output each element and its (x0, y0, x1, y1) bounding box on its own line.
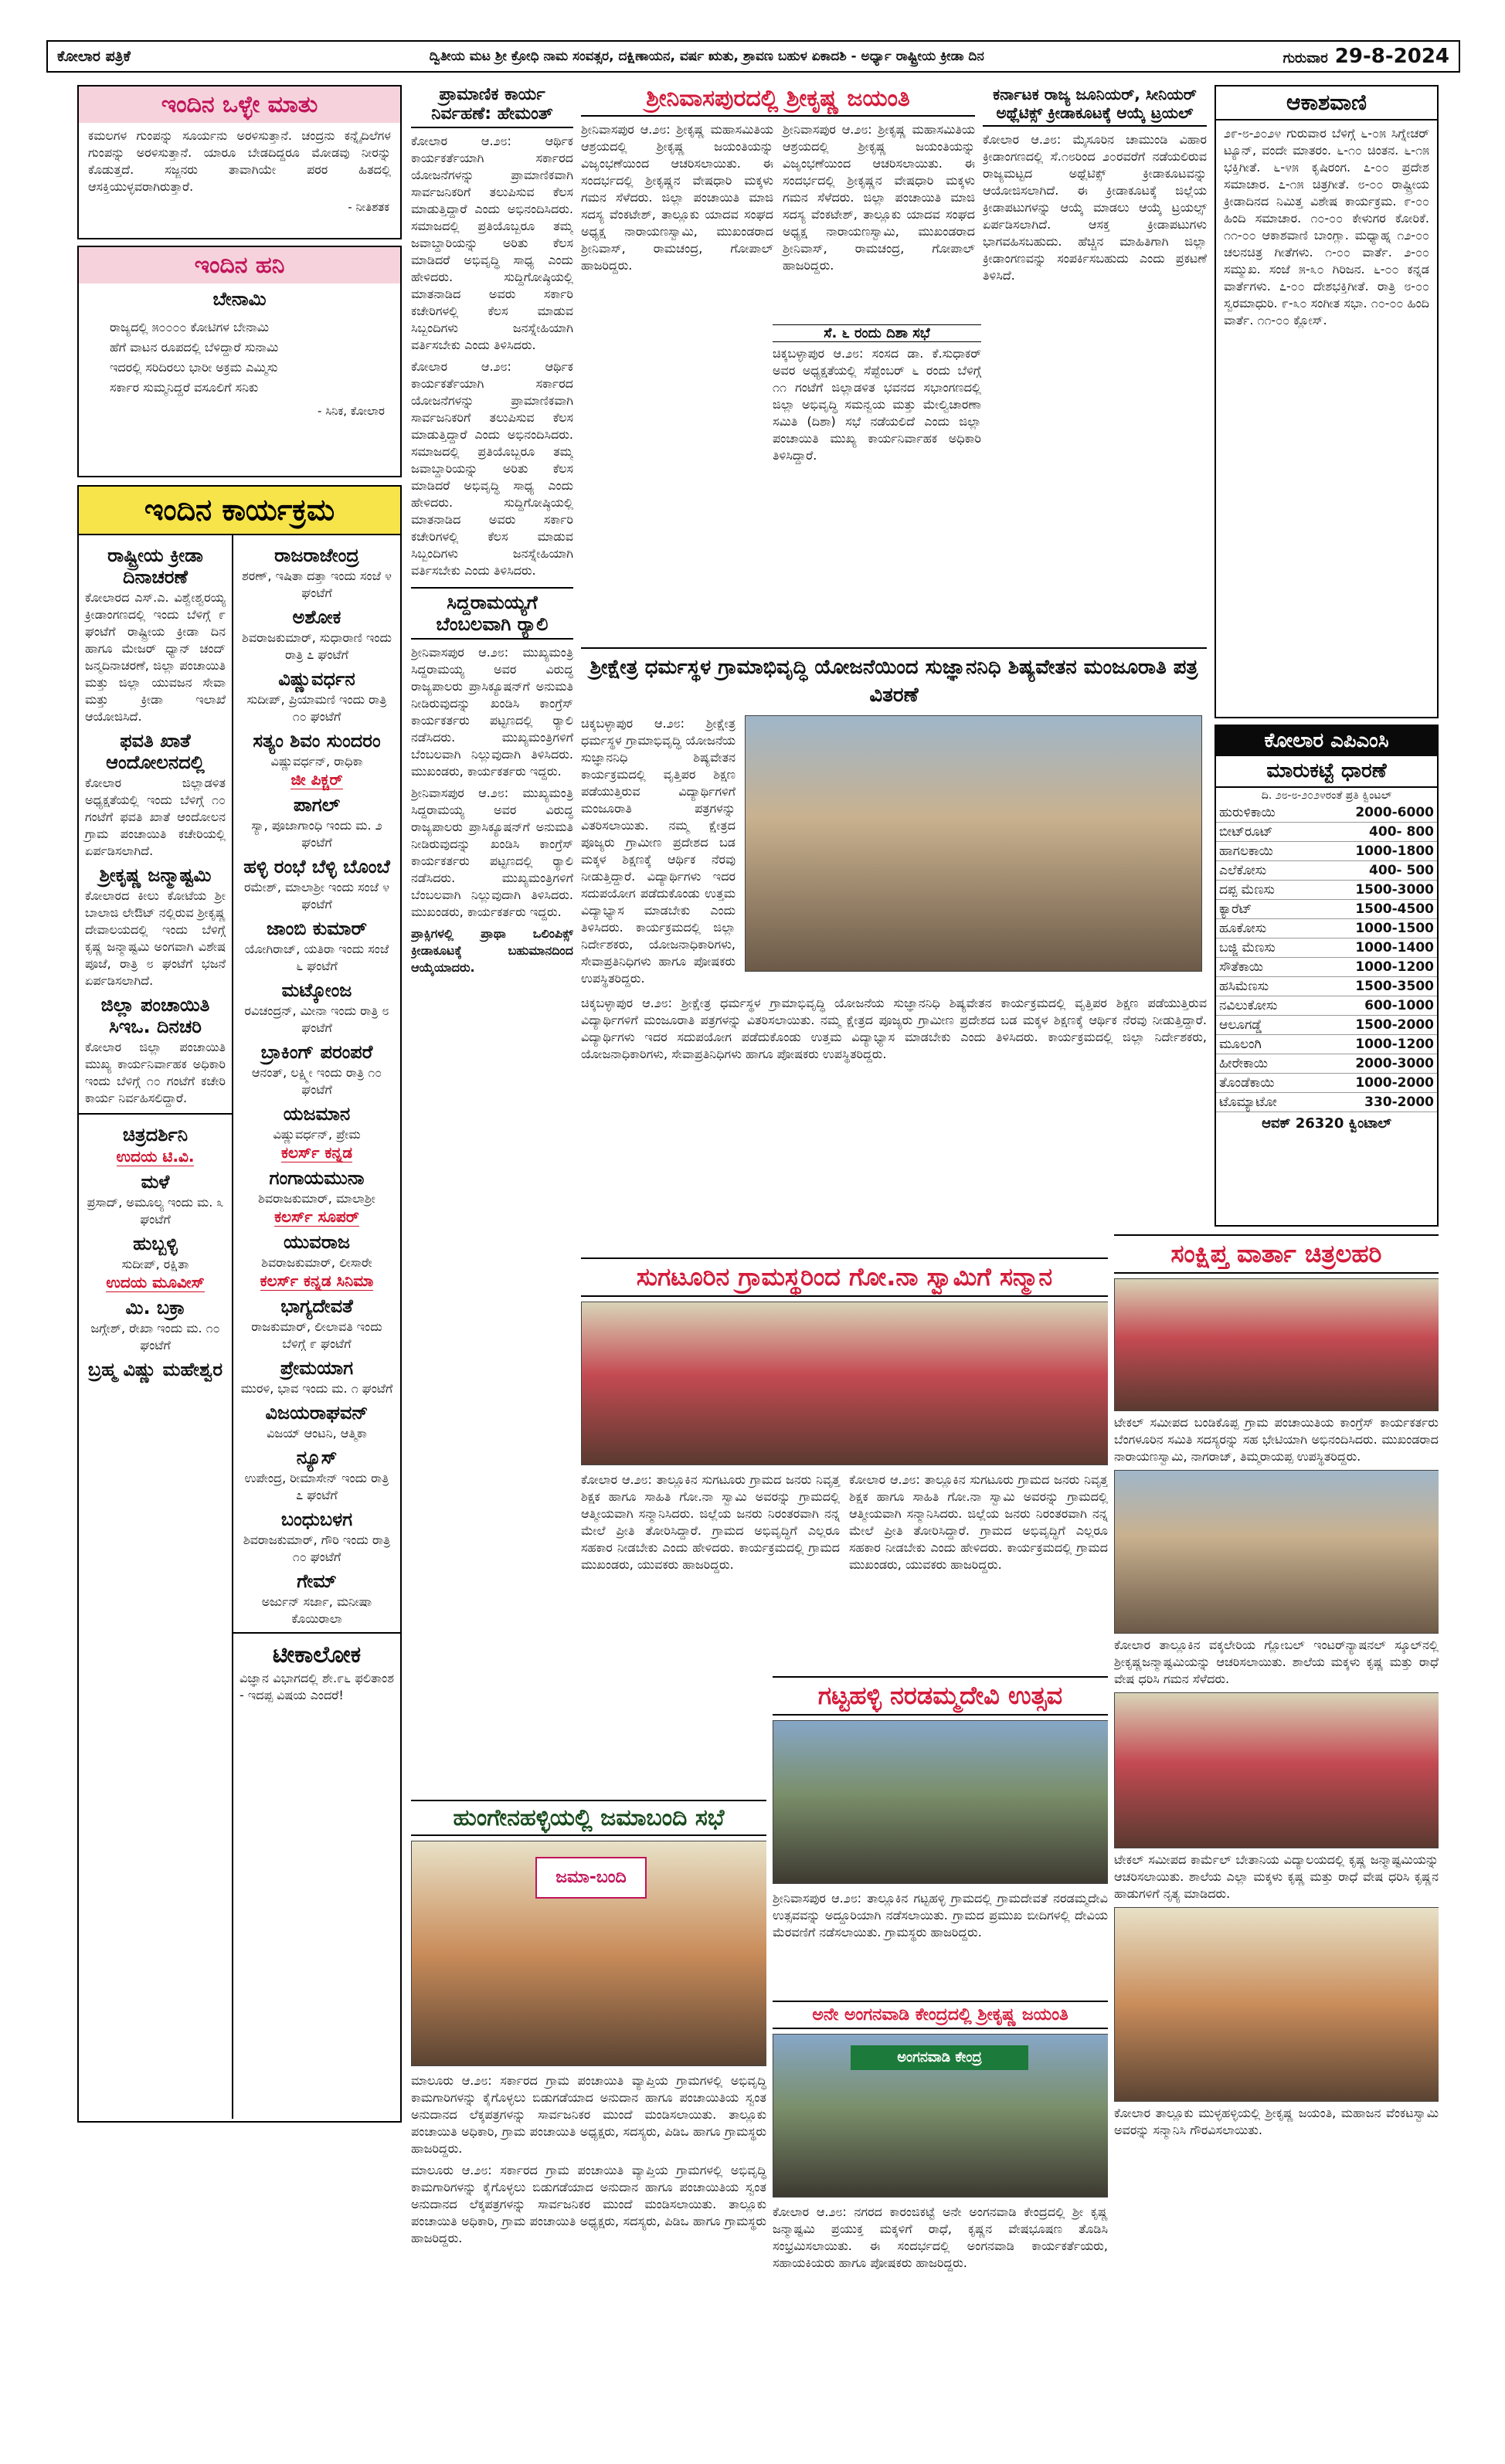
article-note: ಪ್ರಾಕ್ಸಿಗಳಲ್ಲಿ ಪ್ರಾಥಾ ಒಲಿಂಪಿಕ್ಸ್ ಕ್ರೀಡಾಕೂಟಕ್ಕೆ ಬಹುಮಾನದಿಂದ ಆಯ್ಕೆಯಾದರು. (411, 926, 573, 975)
article-body: ಶ್ರೀನಿವಾಸಪುರ ಆ.೨೮: ತಾಲ್ಲೂಕಿನ ಗಟ್ಟಹಳ್ಳಿ ಗ್ರಾಮದಲ್ಲಿ ಗ್ರಾಮದೇವತೆ ನರಡಮ್ಮದೇವಿ ಉತ್ಸವವನ್ನು ಅದ್ದೂರಿಯಾಗಿ ನಡೆಸಲಾಯಿತು. ಗ್ರಾಮದ ಪ್ರಮುಖ ಬೀದಿಗಳಲ್ಲಿ ದೇವಿಯ ಮೆರವಣಿಗೆ ನಡೆಸಲಾಯಿತು. ಗ್ರಾಮಸ್ಥರು ಹಾಜರಿದ್ದರು. (773, 1891, 1108, 1940)
commodity-name: ಹೀರೇಕಾಯಿ (1216, 1054, 1311, 1074)
tv-show-info: ಉಪೇಂದ್ರ, ರೀಮಾಸೇನ್ ಇಂದು ರಾತ್ರಿ ೭ ಘಂಟೆಗೆ (244, 1471, 389, 1502)
article-body: ಶ್ರೀನಿವಾಸಪುರ ಆ.೨೮: ಮುಖ್ಯಮಂತ್ರಿ ಸಿದ್ದರಾಮಯ್ಯ ಅವರ ವಿರುದ್ಧ ರಾಜ್ಯಪಾಲರು ಪ್ರಾಸಿಕ್ಯೂಷನ್‌ಗೆ ಅನುಮತಿ ನೀಡಿರುವುದನ್ನು ಖಂಡಿಸಿ ಕಾಂಗ್ರೆಸ್ ಕಾರ್ಯಕರ್ತರು ಪಟ್ಟಣದಲ್ಲಿ ರ್‍ಯಾಲಿ ನಡೆಸಿದರು. ಮುಖ್ಯಮಂತ್ರಿಗಳಿಗೆ ಬೆಂಬಲವಾಗಿ ನಿಲ್ಲುವುದಾಗಿ ತಿಳಿಸಿದರು. ಮುಖಂಡರು, ಕಾರ್ಯಕರ್ತರು ಇದ್ದರು. (411, 786, 573, 919)
article-headline: ಶ್ರೀನಿವಾಸಪುರದಲ್ಲಿ ಶ್ರೀಕೃಷ್ಣ ಜಯಂತಿ (581, 85, 975, 117)
price-table (1216, 803, 1437, 1112)
tv-channel: ಜೀ ಪಿಕ್ಚರ್ (290, 770, 343, 789)
article-headline: ಹುಂಗೇನಹಳ್ಳಿಯಲ್ಲಿ ಜಮಾಬಂದಿ ಸಭೆ (411, 1800, 766, 1836)
programs-left-col (79, 535, 233, 2119)
tv-show: ಗಂಗಾಯಮುನಾ (269, 1167, 365, 1189)
commodity-name: ಕ್ಯಾರೆಟ್ (1216, 900, 1311, 919)
briefs-section (1114, 1234, 1439, 2455)
price-row (1216, 938, 1437, 958)
commodity-price: 330-2000 (1311, 1093, 1437, 1112)
sugatur-photo (581, 1302, 1108, 1465)
commodity-name: ಹಸಿಮೆಣಸು (1216, 977, 1311, 996)
poem-line: ಹೆಗೆ ವಾಟನ ರೂಪದಲ್ಲಿ ಬೆಳಿದ್ದಾರೆ ಸುನಾಮಿ (110, 340, 279, 355)
good-word-box (77, 85, 402, 239)
hunganahalli-article (411, 1800, 766, 2456)
price-row (1216, 842, 1437, 861)
programs-right-col (233, 535, 400, 2119)
article-body: ಚಿಕ್ಕಬಳ್ಳಾಪುರ ಆ.೨೮: ಶ್ರೀಕ್ಷೇತ್ರ ಧರ್ಮಸ್ಥಳ ಗ್ರಾಮಾಭಿವೃದ್ಧಿ ಯೋಜನೆಯ ಸುಜ್ಞಾನನಿಧಿ ಶಿಷ್ಯವೇತನ ಕಾರ್ಯಕ್ರಮದಲ್ಲಿ ವೃತ್ತಿಪರ ಶಿಕ್ಷಣ ಪಡೆಯುತ್ತಿರುವ ವಿದ್ಯಾರ್ಥಿಗಳಿಗೆ ಮಂಜೂರಾತಿ ಪತ್ರಗಳನ್ನು ವಿತರಿಸಲಾಯಿತು. ನಮ್ಮ ಕ್ಷೇತ್ರದ ಪೂಜ್ಯರು ಗ್ರಾಮೀಣ ಪ್ರದೇಶದ ಬಡ ಮಕ್ಕಳ ಶಿಕ್ಷಣಕ್ಕೆ ಆರ್ಥಿಕ ನೆರವು ನೀಡುತ್ತಿದ್ದಾರೆ. ವಿದ್ಯಾರ್ಥಿಗಳು ಇದರ ಸದುಪಯೋಗ ಪಡೆದುಕೊಂಡು ಉತ್ತಮ ವಿದ್ಯಾಭ್ಯಾಸ ಮಾಡಬೇಕು ಎಂದು ತಿಳಿಸಿದರು. ಕಾರ್ಯಕ್ರಮದಲ್ಲಿ ಜಿಲ್ಲಾ ನಿರ್ದೇಶಕರು, ಯೋಜನಾಧಿಕಾರಿಗಳು, ಸೇವಾಪ್ರತಿನಿಧಿಗಳು ಹಾಗೂ ಪೋಷಕರು ಉಪಸ್ಥಿತರಿದ್ದರು. (581, 716, 736, 986)
program-heading: ಶ್ರೀಕೃಷ್ಣ ಜನ್ಮಾಷ್ಟಮಿ (99, 864, 212, 886)
tv-show: ಪಾಗಲ್ (293, 794, 341, 816)
good-word-source: - ನೀತಿಶತಕ (348, 200, 389, 214)
tika-box (233, 1632, 400, 1707)
article-body: ಕೋಲಾರ ಆ.೨೮: ತಾಲ್ಲೂಕಿನ ಸುಗಟೂರು ಗ್ರಾಮದ ಜನರು ನಿವೃತ್ತ ಶಿಕ್ಷಕ ಹಾಗೂ ಸಾಹಿತಿ ಗೋ.ನಾ ಸ್ವಾಮಿ ಅವರನ್ನು ಗ್ರಾಮದಲ್ಲಿ ಆತ್ಮೀಯವಾಗಿ ಸನ್ಮಾನಿಸಿದರು. ಜಿಲ್ಲೆಯ ಜನರು ನಿರಂತರವಾಗಿ ನನ್ನ ಮೇಲೆ ಪ್ರೀತಿ ತೋರಿಸಿದ್ದಾರೆ. ಗ್ರಾಮದ ಅಭಿವೃದ್ಧಿಗೆ ಎಲ್ಲರೂ ಸಹಕಾರ ನೀಡಬೇಕು ಎಂದು ಹೇಳಿದರು. ಕಾರ್ಯಕ್ರಮದಲ್ಲಿ ಗ್ರಾಮದ ಮುಖಂಡರು, ಯುವಕರು ಹಾಜರಿದ್ದರು. (581, 1472, 840, 1572)
market-title: ಕೋಲಾರ ಎಪಿಎಂಸಿ (1216, 726, 1437, 756)
brief-photo (1114, 1278, 1439, 1411)
article-body: ಮಾಲೂರು ಆ.೨೮: ಸರ್ಕಾರದ ಗ್ರಾಮ ಪಂಚಾಯಿತಿ ವ್ಯಾಪ್ತಿಯ ಗ್ರಾಮಗಳಲ್ಲಿ ಅಭಿವೃದ್ಧಿ ಕಾಮಗಾರಿಗಳನ್ನು ಕೈಗೊಳ್ಳಲು ಬಿಡುಗಡೆಯಾದ ಅನುದಾನ ಹಾಗೂ ಪಂಚಾಯಿತಿಯ ಸ್ವಂತ ಅನುದಾನದ ಲೆಕ್ಕಪತ್ರಗಳನ್ನು ಸಾರ್ವಜನಿಕರ ಮುಂದೆ ಮಂಡಿಸಲಾಯಿತು. ತಾಲ್ಲೂಕು ಪಂಚಾಯಿತಿ ಅಧಿಕಾರಿ, ಗ್ರಾಮ ಪಂಚಾಯಿತಿ ಅಧ್ಯಕ್ಷರು, ಸದಸ್ಯರು, ಪಿಡಿಒ ಹಾಗೂ ಗ್ರಾಮಸ್ಥರು ಹಾಜರಿದ್ದರು. (411, 2163, 766, 2245)
tv-show-info: ರಮೇಶ್, ಮಾಲಾಶ್ರೀ ಇಂದು ಸಂಜೆ ೪ ಘಂಟೆಗೆ (243, 880, 390, 911)
disha-meeting-article (773, 324, 981, 641)
tv-show: ಯುವರಾಜ (283, 1231, 351, 1253)
commodity-name: ಹೂಕೋಸು (1216, 919, 1311, 938)
hunganahalli-photo (411, 1841, 766, 2066)
tv-channel: ಕಲರ್ಸ್ ಕನ್ನಡ ಸಿನಿಮಾ (260, 1271, 374, 1290)
tv-show: ಮಳೆ (141, 1171, 170, 1193)
tv-guide (79, 1113, 232, 1380)
brief-caption: ಕೋಲಾರ ತಾಲ್ಲೂಕಿನ ವಕ್ಕಲೇರಿಯ ಗ್ಲೋಬಲ್ ಇಂಟರ್‌ನ್ಯಾಷನಲ್ ಸ್ಕೂಲ್‌ನಲ್ಲಿ ಶ್ರೀಕೃಷ್ಣಜನ್ಮಾಷ್ಟಮಿಯನ್ನು ಆಚರಿಸಲಾಯಿತು. ಶಾಲೆಯ ಮಕ್ಕಳು ಕೃಷ್ಣ ಮತ್ತು ರಾಧೆ ವೇಷ ಧರಿಸಿ ಗಮನ ಸೆಳೆದರು. (1114, 1638, 1439, 1686)
commodity-name: ಟೊಮ್ಯಾಟೋ (1216, 1093, 1311, 1112)
commodity-name: ದಪ್ಪ ಮೆಣಸು (1216, 881, 1311, 900)
tv-show-info: ಶಿವರಾಜಕುಮಾರ್, ಗೌರಿ ಇಂದು ರಾತ್ರಿ ೧೦ ಘಂಟೆಗೆ (243, 1532, 391, 1564)
article-headline: ಸುಗಟೂರಿನ ಗ್ರಾಮಸ್ಥರಿಂದ ಗೋ.ನಾ ಸ್ವಾಮಿಗೆ ಸನ್ಮಾನ (581, 1257, 1108, 1297)
tv-show-info: ಸುದೀಪ್, ರಕ್ಷಿತಾ (121, 1257, 189, 1271)
commodity-price: 1000-2000 (1311, 1074, 1437, 1093)
price-row (1216, 1035, 1437, 1054)
commodity-name: ಎಲೆಕೋಸು (1216, 861, 1311, 881)
commodity-name: ತೊಂಡೆಕಾಯಿ (1216, 1074, 1311, 1093)
anganwadi-photo (773, 2034, 1108, 2198)
program-text: ಕೋಲಾರದ ಎಸ್.ಎ. ವಿಶ್ವೇಶ್ವರಯ್ಯ ಕ್ರೀಡಾಂಗಣದಲ್ಲಿ ಇಂದು ಬೆಳಿಗ್ಗೆ ೯ ಘಂಟೆಗೆ ರಾಷ್ಟ್ರೀಯ ಕ್ರೀಡಾ ದಿನ ಹಾಗೂ ಮೇಜರ್ ಧ್ಯಾನ್ ಚಂದ್ ಜನ್ಮದಿನಾಚರಣೆ, ಜಿಲ್ಲಾ ಪಂಚಾಯಿತಿ ಮತ್ತು ಜಿಲ್ಲಾ ಯುವಜನ ಸೇವಾ ಮತ್ತು ಕ್ರೀಡಾ ಇಲಾಖೆ ಆಯೋಜಿಸಿದೆ. (85, 590, 226, 724)
commodity-name: ಹಾಗಲಕಾಯಿ (1216, 842, 1311, 861)
article-body: ಚಿಕ್ಕಬಳ್ಳಾಪುರ ಆ.೨೮: ಸಂಸದ ಡಾ. ಕೆ.ಸುಧಾಕರ್ ಅವರ ಅಧ್ಯಕ್ಷತೆಯಲ್ಲಿ ಸೆಪ್ಟೆಂಬರ್ ೬ ರಂದು ಬೆಳಿಗ್ಗೆ ೧೧ ಗಂಟೆಗೆ ಜಿಲ್ಲಾಡಳಿತ ಭವನದ ಸಭಾಂಗಣದಲ್ಲಿ ಜಿಲ್ಲಾ ಅಭಿವೃದ್ಧಿ ಸಮನ್ವಯ ಮತ್ತು ಮೇಲ್ವಿಚಾರಣಾ ಸಮಿತಿ (ದಿಶಾ) ಸಭೆ ನಡೆಯಲಿದೆ ಎಂದು ಜಿಲ್ಲಾ ಪಂಚಾಯಿತಿ ಮುಖ್ಯ ಕಾರ್ಯನಿರ್ವಾಹಕ ಅಧಿಕಾರಿ ತಿಳಿಸಿದ್ದಾರೆ. (773, 346, 981, 463)
tv-show: ಹಳ್ಳಿ ರಂಭೆ ಬೆಳ್ಳಿ ಬೊಂಬೆ (243, 856, 390, 877)
dharmasthala-photo (745, 715, 1202, 972)
poem-line: ರಾಜ್ಯದಲ್ಲಿ ೫೦೦೦೦ ಕೋಟಿಗಳ ಬೇನಾಮಿ (110, 320, 270, 334)
athletics-article (983, 85, 1207, 641)
tv-guide-title: ಚಿತ್ರದರ್ಶಿನಿ (122, 1124, 189, 1145)
price-row (1216, 900, 1437, 919)
tika-text: ವಿಜ್ಞಾನ ವಿಭಾಗದಲ್ಲಿ ಶೇ.೯೬ ಫಲಿತಾಂಶ - ಇದಪ್ಪ ವಿಷಯ ಎಂದರೆ! (240, 1671, 394, 1702)
column-2 (411, 85, 573, 1800)
commodity-price: 1500-4500 (1311, 900, 1437, 919)
article-body: ಕೋಲಾರ ಆ.೨೮: ಮೈಸೂರಿನ ಚಾಮುಂಡಿ ವಿಹಾರ ಕ್ರೀಡಾಂಗಣದಲ್ಲಿ ಸೆ.೧೮ರಿಂದ ೨೦ರವರೆಗೆ ನಡೆಯಲಿರುವ ರಾಜ್ಯಮಟ್ಟದ ಅಥ್ಲೆಟಿಕ್ಸ್ ಕ್ರೀಡಾಕೂಟವನ್ನು ಆಯೋಜಿಸಲಾಗಿದೆ. ಈ ಕ್ರೀಡಾಕೂಟಕ್ಕೆ ಜಿಲ್ಲೆಯ ಕ್ರೀಡಾಪಟುಗಳನ್ನು ಆಯ್ಕೆ ಮಾಡಲು ಆಯ್ಕೆ ಟ್ರಯಲ್ಸ್ ಏರ್ಪಡಿಸಲಾಗಿದೆ. ಆಸಕ್ತ ಕ್ರೀಡಾಪಟುಗಳು ಭಾಗವಹಿಸಬಹುದು. ಹೆಚ್ಚಿನ ಮಾಹಿತಿಗಾಗಿ ಜಿಲ್ಲಾ ಕ್ರೀಡಾಂಗಣವನ್ನು ಸಂಪರ್ಕಿಸಬಹುದು ಎಂದು ಪ್ರಕಟಣೆ ತಿಳಿಸಿದೆ. (983, 132, 1207, 283)
tv-show: ಯಜಮಾನ (283, 1103, 351, 1125)
price-row (1216, 1093, 1437, 1112)
tv-show-info: ವಿಷ್ಣುವರ್ಧನ್, ಪ್ರೇಮ (273, 1127, 361, 1142)
anganwadi-sign: ಅಂಗನವಾಡಿ ಕೇಂದ್ರ (851, 2045, 1028, 2070)
sugatur-article (581, 1257, 1108, 1678)
article-body: ಶ್ರೀನಿವಾಸಪುರ ಆ.೨೮: ಶ್ರೀಕೃಷ್ಣ ಮಹಾಸಮಿತಿಯ ಆಶ್ರಯದಲ್ಲಿ ಶ್ರೀಕೃಷ್ಣ ಜಯಂತಿಯನ್ನು ವಿಜೃಂಭಣೆಯಿಂದ ಆಚರಿಸಲಾಯಿತು. ಈ ಸಂದರ್ಭದಲ್ಲಿ ಶ್ರೀಕೃಷ್ಣನ ವೇಷಧಾರಿ ಮಕ್ಕಳು ಗಮನ ಸೆಳೆದರು. ಜಿಲ್ಲಾ ಪಂಚಾಯಿತಿ ಮಾಜಿ ಸದಸ್ಯ ವೆಂಕಟೇಶ್, ತಾಲ್ಲೂಕು ಯಾದವ ಸಂಘದ ಅಧ್ಯಕ್ಷ ನಾರಾಯಣಸ್ವಾಮಿ, ಮುಖಂಡರಾದ ಶ್ರೀನಿವಾಸ್, ರಾಮಚಂದ್ರ, ಗೋಪಾಲ್ ಹಾಜರಿದ್ದರು. (783, 122, 975, 273)
tika-title: ಟೀಕಾಲೋಕ (272, 1641, 362, 1668)
commodity-name: ಬಜ್ಜಿ ಮೆಣಸು (1216, 938, 1311, 958)
tv-show-info: ರವಿಚಂದ್ರನ್, ಮೀನಾ ಇಂದು ರಾತ್ರಿ ೮ ಘಂಟೆಗೆ (244, 1003, 389, 1035)
daily-drop-title: ಇಂದಿನ ಹನಿ (79, 247, 400, 283)
article-body: ಕೋಲಾರ ಆ.೨೮: ನಗರದ ಕಾರಂಜಿಕಟ್ಟೆ ಅನೇ ಅಂಗನವಾಡಿ ಕೇಂದ್ರದಲ್ಲಿ ಶ್ರೀ ಕೃಷ್ಣ ಜನ್ಮಾಷ್ಟಮಿ ಪ್ರಯುಕ್ತ ಮಕ್ಕಳಿಗೆ ರಾಧೆ, ಕೃಷ್ಣನ ವೇಷಭೂಷಣ ತೊಡಿಸಿ ಸಂಭ್ರಮಿಸಲಾಯಿತು. ಈ ಸಂದರ್ಭದಲ್ಲಿ ಅಂಗನವಾಡಿ ಕಾರ್ಯಕರ್ತೆಯರು, ಸಹಾಯಕಿಯರು ಹಾಗೂ ಪೋಷಕರು ಹಾಜರಿದ್ದರು. (773, 2204, 1108, 2270)
akashavani-box (1215, 85, 1439, 718)
price-row (1216, 977, 1437, 996)
good-word-text: ಕಮಲಗಳ ಗುಂಪನ್ನು ಸೂರ್ಯನು ಅರಳಿಸುತ್ತಾನೆ. ಚಂದ್ರನು ಕನ್ನೈದಿಲೆಗಳ ಗುಂಪನ್ನು ಅರಳಿಸುತ್ತಾನೆ. ಯಾರೂ ಬೇಡದಿದ್ದರೂ ಮೋಡವು ನೀರನ್ನು ಕೊಡುತ್ತದೆ. ಸಜ್ಜನರು ತಾವಾಗಿಯೇ ಪರರ ಹಿತದಲ್ಲಿ ಆಸಕ್ತಿಯುಳ್ಳವರಾಗಿರುತ್ತಾರೆ. (88, 128, 391, 194)
tv-show: ನ್ಯೂಸ್ (296, 1447, 338, 1468)
program-text: ಕೋಲಾರ ಜಿಲ್ಲಾಡಳಿತ ಅಧ್ಯಕ್ಷತೆಯಲ್ಲಿ ಇಂದು ಬೆಳಿಗ್ಗೆ ೧೦ ಗಂಟೆಗೆ ಫವತಿ ಖಾತೆ ಆಂದೋಲನ ಗ್ರಾಮ ಪಂಚಾಯಿತಿ ಕಚೇರಿಯಲ್ಲಿ ಏರ್ಪಡಿಸಲಾಗಿದೆ. (85, 776, 226, 858)
tv-channel: ಉದಯ ಮೂವೀಸ್ (106, 1273, 205, 1291)
brief-photo (1114, 1470, 1439, 1634)
article-headline: ಅನೇ ಅಂಗನವಾಡಿ ಕೇಂದ್ರದಲ್ಲಿ ಶ್ರೀಕೃಷ್ಣ ಜಯಂತಿ (773, 2001, 1108, 2029)
commodity-price: 600-1000 (1311, 996, 1437, 1016)
tv-show: ಬ್ರಹ್ಮ ವಿಷ್ಣು ಮಹೇಶ್ವರ (87, 1359, 223, 1380)
commodity-name: ಮೂಲಂಗಿ (1216, 1035, 1311, 1054)
akashavani-schedule: ೨೯-೮-೨೦೨೪ ಗುರುವಾರ ಬೆಳಿಗ್ಗೆ ೬-೦೫ ಸಿಗ್ನೇಚರ್ ಟ್ಯೂನ್, ವಂದೇ ಮಾತರಂ. ೬-೧೦ ಚಿಂತನ. ೬-೧೫ ಭಕ್ತಿಗೀತೆ. ೬-೪೫ ಕೃಷಿರಂಗ. ೭-೦೦ ಪ್ರದೇಶ ಸಮಾಚಾರ. ೭-೧೫ ಚಿತ್ರಗೀತೆ. ೮-೦೦ ರಾಷ್ಟ್ರೀಯ ಕ್ರೀಡಾದಿನದ ನಿಮಿತ್ತ ವಿಶೇಷ ಕಾರ್ಯಕ್ರಮ. ೯-೦೦ ಹಿಂದಿ ಸಮಾಚಾರ. ೧೦-೦೦ ಕೇಳುಗರ ಕೋರಿಕೆ. ೧೧-೦೦ ಆಕಾಶವಾಣಿ ಬಾಂಗ್ಲಾ. ಮಧ್ಯಾಹ್ನ ೧೨-೦೦ ಚಲನಚಿತ್ರ ಗೀತೆಗಳು. ೧-೦೦ ವಾರ್ತೆ. ೨-೦೦ ಸಮ್ಮುಖ. ಸಂಜೆ ೫-೩೦ ಗಿರಿಜನ. ೬-೦೦ ಕನ್ನಡ ವಾರ್ತೆಗಳು. ೭-೦೦ ದೇಶಭಕ್ತಿಗೀತೆ. ರಾತ್ರಿ ೮-೦೦ ಸ್ವರಮಾಧುರಿ. ೯-೩೦ ಸಂಗೀತ ಸಭಾ. ೧೦-೦೦ ಹಿಂದಿ ವಾರ್ತೆ. ೧೧-೦೦ ಕ್ಲೋಸ್. (1224, 126, 1429, 328)
tv-show-info: ಶಿವರಾಜಕುಮಾರ್, ಮಾಲಾಶ್ರೀ (258, 1191, 375, 1206)
daily-drop-author: - ಸಿನಿಕ, ಕೋಲಾರ (318, 404, 385, 418)
tv-show-info: ಸ್ಯಾ, ಪೂಜಾಗಾಂಧಿ ಇಂದು ಮ. ೨ ಘಂಟೆಗೆ (251, 818, 382, 850)
issue-date-value: 29-8-2024 (1334, 45, 1449, 68)
tv-show-info: ಮುರಳಿ, ಭಾವ ಇಂದು ಮ. ೧ ಘಂಟೆಗೆ (240, 1381, 393, 1396)
tv-show: ರಾಜರಾಜೇಂದ್ರ (274, 545, 359, 566)
commodity-name: ಹುರುಳಿಕಾಯಿ (1216, 803, 1311, 823)
good-word-title: ಇಂದಿನ ಒಳ್ಳೇ ಮಾತು (79, 87, 400, 123)
tv-show: ಬಂಧುಬಳಗ (280, 1509, 353, 1530)
commodity-price: 1000-1500 (1311, 919, 1437, 938)
tv-show: ಬ್ರಾಕಿಂಗ್ ಪರಂಪರೆ (260, 1041, 373, 1063)
tv-show: ವಿಜಯರಾಘವನ್ (265, 1402, 369, 1424)
tv-channel: ಕಲರ್ಸ್ ಸೂಪರ್ (274, 1207, 359, 1226)
tv-show: ಸತ್ಯಂ ಶಿವಂ ಸುಂದರಂ (253, 730, 381, 752)
tv-show-info: ವಿಜಯ್ ಆಂಟನಿ, ಆತ್ಮಿಕಾ (267, 1426, 367, 1441)
tv-show: ಮಟ್ಕೋಂಜ (281, 979, 352, 1001)
anganwadi-article (773, 2001, 1108, 2456)
tv-show-info: ಯೋಗಿರಾಜ್, ಯತಿರಾ ಇಂದು ಸಂಜೆ ೬ ಘಂಟೆಗೆ (244, 942, 389, 973)
article-body: ಕೋಲಾರ ಆ.೨೮: ತಾಲ್ಲೂಕಿನ ಸುಗಟೂರು ಗ್ರಾಮದ ಜನರು ನಿವೃತ್ತ ಶಿಕ್ಷಕ ಹಾಗೂ ಸಾಹಿತಿ ಗೋ.ನಾ ಸ್ವಾಮಿ ಅವರನ್ನು ಗ್ರಾಮದಲ್ಲಿ ಆತ್ಮೀಯವಾಗಿ ಸನ್ಮಾನಿಸಿದರು. ಜಿಲ್ಲೆಯ ಜನರು ನಿರಂತರವಾಗಿ ನನ್ನ ಮೇಲೆ ಪ್ರೀತಿ ತೋರಿಸಿದ್ದಾರೆ. ಗ್ರಾಮದ ಅಭಿವೃದ್ಧಿಗೆ ಎಲ್ಲರೂ ಸಹಕಾರ ನೀಡಬೇಕು ಎಂದು ಹೇಳಿದರು. ಕಾರ್ಯಕ್ರಮದಲ್ಲಿ ಗ್ರಾಮದ ಮುಖಂಡರು, ಯುವಕರು ಹಾಜರಿದ್ದರು. (849, 1472, 1108, 1572)
price-row (1216, 823, 1437, 842)
commodity-price: 1000-1400 (1311, 938, 1437, 958)
commodity-price: 1000-1200 (1311, 1035, 1437, 1054)
price-row (1216, 1016, 1437, 1035)
price-row (1216, 958, 1437, 977)
program-heading: ರಾಷ್ಟ್ರೀಯ ಕ್ರೀಡಾ ದಿನಾಚರಣೆ (107, 545, 203, 588)
commodity-name: ನವಿಲುಕೋಸು (1216, 996, 1311, 1016)
tv-show-info: ಶಿವರಾಜಕುಮಾರ್, ಸುಧಾರಾಣಿ ಇಂದು ರಾತ್ರಿ ೭ ಘಂಟೆಗೆ (242, 630, 392, 662)
tv-show-info: ಸುದೀಪ್, ಪ್ರಿಯಾಮಣಿ ಇಂದು ರಾತ್ರಿ ೧೦ ಘಂಟೆಗೆ (246, 692, 387, 724)
commodity-price: 1000-1200 (1311, 958, 1437, 977)
commodity-name: ಬೀಟ್‌ರೂಟ್ (1216, 823, 1311, 842)
paper-name: ಕೋಲಾರ ಪತ್ರಿಕೆ (57, 48, 131, 65)
tv-show-info: ಪ್ರಸಾದ್, ಅಮೂಲ್ಯ ಇಂದು ಮ. ೩ ಘಂಟೆಗೆ (87, 1195, 224, 1227)
briefs-title: ಸಂಕ್ಷಿಪ್ತ ವಾರ್ತಾ ಚಿತ್ರಲಹರಿ (1114, 1234, 1439, 1274)
price-row (1216, 861, 1437, 881)
tv-show-info: ರಾಜಕುಮಾರ್, ಲೀಲಾವತಿ ಇಂದು ಬೆಳಿಗ್ಗೆ ೯ ಘಂಟೆಗೆ (251, 1319, 382, 1351)
commodity-price: 400- 500 (1311, 861, 1437, 881)
price-row (1216, 996, 1437, 1016)
program-text: ಕೋಲಾರ ಜಿಲ್ಲಾ ಪಂಚಾಯಿತಿ ಮುಖ್ಯ ಕಾರ್ಯನಿರ್ವಾಹಕ ಅಧಿಕಾರಿ ಇಂದು ಬೆಳಿಗ್ಗೆ ೧೦ ಗಂಟೆಗೆ ಕಚೇರಿ ಕಾರ್ಯ ನಿರ್ವಹಿಸಲಿದ್ದಾರೆ. (85, 1040, 226, 1105)
tv-show-info: ಶಿವರಾಜಕುಮಾರ್, ಲೀಸಾರೇ (261, 1255, 372, 1270)
brief-photo (1114, 1907, 1439, 2102)
market-date: ದಿ. ೨೮-೮-೨೦೨೪ರಂತೆ ಪ್ರತಿ ಕ್ವಿಂಟಲ್ (1261, 789, 1392, 802)
poem-line: ಇದರಲ್ಲಿ ಸರಿದಿರಲು ಭಾರೀ ಅಕ್ರಮ ಎಮ್ಮಿಸು (110, 360, 278, 375)
tv-show: ಗೇಮ್ (297, 1570, 337, 1592)
article-headline: ಸೆ. ೬ ರಂದು ದಿಶಾ ಸಭೆ (773, 324, 981, 342)
programs-box (77, 485, 402, 2123)
tv-show: ಹುಬ್ಬಳ್ಳಿ (133, 1233, 178, 1254)
article-headline: ಸಿದ್ದರಾಮಯ್ಯಗೆ ಬೆಂಬಲವಾಗಿ ರ್‍ಯಾಲಿ (411, 587, 573, 640)
programs-title: ಇಂದಿನ ಕಾರ್ಯಕ್ರಮ (79, 487, 400, 535)
gattahalli-photo (773, 1720, 1108, 1884)
commodity-price: 1500-3000 (1311, 881, 1437, 900)
market-box (1215, 725, 1439, 1227)
tv-show-info: ಶರಣ್, ಇಷಿತಾ ದತ್ತಾ ಇಂದು ಸಂಜೆ ೪ ಘಂಟೆಗೆ (241, 568, 392, 600)
daily-drop-subtitle: ಬೇನಾಮಿ (212, 288, 267, 310)
dharmasthala-article (581, 647, 1207, 1250)
commodity-name: ಆಲೂಗಡ್ಡೆ (1216, 1016, 1311, 1035)
article-body: ಕೋಲಾರ ಆ.೨೮: ಆರ್ಥಿಕ ಕಾರ್ಯಕರ್ತೆಯಾಗಿ ಸರ್ಕಾರದ ಯೋಜನೆಗಳನ್ನು ಪ್ರಾಮಾಣಿಕವಾಗಿ ಸಾರ್ವಜನಿಕರಿಗೆ ತಲುಪಿಸುವ ಕೆಲಸ ಮಾಡುತ್ತಿದ್ದಾರೆ ಎಂದು ಅಭಿನಂದಿಸಿದರು. ಸಮಾಜದಲ್ಲಿ ಪ್ರತಿಯೊಬ್ಬರೂ ತಮ್ಮ ಜವಾಬ್ದಾರಿಯನ್ನು ಅರಿತು ಕೆಲಸ ಮಾಡಿದರೆ ಅಭಿವೃದ್ಧಿ ಸಾಧ್ಯ ಎಂದು ಹೇಳಿದರು. ಸುದ್ದಿಗೋಷ್ಠಿಯಲ್ಲಿ ಮಾತನಾಡಿದ ಅವರು ಸರ್ಕಾರಿ ಕಚೇರಿಗಳಲ್ಲಿ ಕೆಲಸ ಮಾಡುವ ಸಿಬ್ಬಂದಿಗಳು ಜನಸ್ನೇಹಿಯಾಗಿ ವರ್ತಿಸಬೇಕು ಎಂದು ತಿಳಿಸಿದರು. (411, 359, 573, 578)
issue-date (1283, 45, 1449, 68)
tv-show: ವಿಷ್ಣುವರ್ಧನ (278, 668, 355, 690)
poem-line: ಸರ್ಕಾರ ಸುಮ್ಮನಿದ್ದರೆ ವಸೂಲಿಗೆ ಸನಿಕು (110, 380, 259, 395)
tv-show: ಅಶೋಕ (292, 606, 341, 628)
article-body: ಕೋಲಾರ ಆ.೨೮: ಆರ್ಥಿಕ ಕಾರ್ಯಕರ್ತೆಯಾಗಿ ಸರ್ಕಾರದ ಯೋಜನೆಗಳನ್ನು ಪ್ರಾಮಾಣಿಕವಾಗಿ ಸಾರ್ವಜನಿಕರಿಗೆ ತಲುಪಿಸುವ ಕೆಲಸ ಮಾಡುತ್ತಿದ್ದಾರೆ ಎಂದು ಅಭಿನಂದಿಸಿದರು. ಸಮಾಜದಲ್ಲಿ ಪ್ರತಿಯೊಬ್ಬರೂ ತಮ್ಮ ಜವಾಬ್ದಾರಿಯನ್ನು ಅರಿತು ಕೆಲಸ ಮಾಡಿದರೆ ಅಭಿವೃದ್ಧಿ ಸಾಧ್ಯ ಎಂದು ಹೇಳಿದರು. ಸುದ್ದಿಗೋಷ್ಠಿಯಲ್ಲಿ ಮಾತನಾಡಿದ ಅವರು ಸರ್ಕಾರಿ ಕಚೇರಿಗಳಲ್ಲಿ ಕೆಲಸ ಮಾಡುವ ಸಿಬ್ಬಂದಿಗಳು ಜನಸ್ನೇಹಿಯಾಗಿ ವರ್ತಿಸಬೇಕು ಎಂದು ತಿಳಿಸಿದರು. (411, 134, 573, 352)
panchanga-line: ದ್ವಿತೀಯ ಮಟ ಶ್ರೀ ಕ್ರೋಧಿ ನಾಮ ಸಂವತ್ಸರ, ದಕ್ಷಿಣಾಯನ, ವರ್ಷ ಋತು, ಶ್ರಾವಣ ಬಹುಳ ಏಕಾದಶಿ - ಅರ್ಧ್ಯಾ ರಾಷ್ಟ್ರೀಯ ಕ್ರೀಡಾ ದಿನ (429, 49, 984, 64)
tv-channel: ಉದಯ ಟಿ.ವಿ. (116, 1147, 195, 1166)
article-body: ಶ್ರೀನಿವಾಸಪುರ ಆ.೨೮: ಮುಖ್ಯಮಂತ್ರಿ ಸಿದ್ದರಾಮಯ್ಯ ಅವರ ವಿರುದ್ಧ ರಾಜ್ಯಪಾಲರು ಪ್ರಾಸಿಕ್ಯೂಷನ್‌ಗೆ ಅನುಮತಿ ನೀಡಿರುವುದನ್ನು ಖಂಡಿಸಿ ಕಾಂಗ್ರೆಸ್ ಕಾರ್ಯಕರ್ತರು ಪಟ್ಟಣದಲ್ಲಿ ರ್‍ಯಾಲಿ ನಡೆಸಿದರು. ಮುಖ್ಯಮಂತ್ರಿಗಳಿಗೆ ಬೆಂಬಲವಾಗಿ ನಿಲ್ಲುವುದಾಗಿ ತಿಳಿಸಿದರು. ಮುಖಂಡರು, ಕಾರ್ಯಕರ್ತರು ಇದ್ದರು. (411, 645, 573, 779)
price-row (1216, 1054, 1437, 1074)
tv-show-info: ವಿಷ್ಣುವರ್ಧನ್, ರಾಧಿಕಾ (270, 754, 363, 769)
masthead (46, 40, 1460, 73)
tv-show: ಮಿ. ಬಕ್ರಾ (125, 1297, 185, 1319)
tv-show: ಪ್ರೇಮಯಾಗ (280, 1357, 354, 1379)
article-body: ಮಾಲೂರು ಆ.೨೮: ಸರ್ಕಾರದ ಗ್ರಾಮ ಪಂಚಾಯಿತಿ ವ್ಯಾಪ್ತಿಯ ಗ್ರಾಮಗಳಲ್ಲಿ ಅಭಿವೃದ್ಧಿ ಕಾಮಗಾರಿಗಳನ್ನು ಕೈಗೊಳ್ಳಲು ಬಿಡುಗಡೆಯಾದ ಅನುದಾನ ಹಾಗೂ ಪಂಚಾಯಿತಿಯ ಸ್ವಂತ ಅನುದಾನದ ಲೆಕ್ಕಪತ್ರಗಳನ್ನು ಸಾರ್ವಜನಿಕರ ಮುಂದೆ ಮಂಡಿಸಲಾಯಿತು. ತಾಲ್ಲೂಕು ಪಂಚಾಯಿತಿ ಅಧಿಕಾರಿ, ಗ್ರಾಮ ಪಂಚಾಯಿತಿ ಅಧ್ಯಕ್ಷರು, ಸದಸ್ಯರು, ಪಿಡಿಒ ಹಾಗೂ ಗ್ರಾಮಸ್ಥರು ಹಾಜರಿದ್ದರು. (411, 2073, 766, 2156)
program-heading: ಜಿಲ್ಲಾ ಪಂಚಾಯಿತಿ ಸಿಇಒ. ದಿನಚರಿ (100, 994, 210, 1037)
daily-drop-box (77, 246, 402, 477)
brief-caption: ಕೋಲಾರ ತಾಲ್ಲೂಕು ಮುಳ್ಳಹಳ್ಳಿಯಲ್ಲಿ ಶ್ರೀಕೃಷ್ಣ ಜಯಂತಿ, ಮಹಾಜನ ವೆಂಕಟಸ್ವಾಮಿ ಅವರನ್ನು ಸನ್ಮಾನಿಸಿ ಗೌರವಿಸಲಾಯಿತು. (1114, 2106, 1439, 2137)
commodity-price: 2000-6000 (1311, 803, 1437, 823)
tv-show-info: ಅರ್ಜುನ್ ಸರ್ಜಾ, ಮನೀಷಾ ಕೊಯಿರಾಲಾ (261, 1594, 372, 1626)
program-heading: ಫವತಿ ಖಾತೆ ಆಂದೋಲನದಲ್ಲಿ (106, 730, 205, 773)
article-headline: ಶ್ರೀಕ್ಷೇತ್ರ ಧರ್ಮಸ್ಥಳ ಗ್ರಾಮಾಭಿವೃದ್ಧಿ ಯೋಜನೆಯಿಂದ ಸುಜ್ಞಾನನಿಧಿ ಶಿಷ್ಯವೇತನ ಮಂಜೂರಾತಿ ಪತ್ರ ವಿತರಣೆ (589, 656, 1198, 707)
brief-caption: ಟೇಕಲ್ ಸಮೀಪದ ಕಾರ್ಮೆಲ್ ಬೇತಾನಿಯ ವಿದ್ಯಾಲಯದಲ್ಲಿ ಕೃಷ್ಣ ಜನ್ಮಾಷ್ಟಮಿಯನ್ನು ಆಚರಿಸಲಾಯಿತು. ಶಾಲೆಯ ಎಲ್ಲಾ ಮಕ್ಕಳು ಕೃಷ್ಣ ಮತ್ತು ರಾಧೆ ವೇಷ ಧರಿಸಿ ಕೃಷ್ಣನ ಹಾಡುಗಳಿಗೆ ನೃತ್ಯ ಮಾಡಿದರು. (1114, 1852, 1439, 1901)
tv-show: ಭಾಗ್ಯದೇವತೆ (280, 1295, 353, 1317)
jamabandi-banner: ಜಮಾ-ಬಂದಿ (535, 1857, 647, 1899)
gattahalli-article (773, 1676, 1108, 2001)
tv-show-info: ಜಗ್ಗೇಶ್, ರೇಖಾ ಇಂದು ಮ. ೧೦ ಘಂಟೆಗೆ (90, 1321, 220, 1352)
commodity-price: 2000-3000 (1311, 1054, 1437, 1074)
commodity-price: 1500-2000 (1311, 1016, 1437, 1035)
tv-channel: ಕಲರ್ಸ್ ಕನ್ನಡ (281, 1143, 352, 1162)
price-row (1216, 919, 1437, 938)
article-headline: ಗಟ್ಟಹಳ್ಳಿ ನರಡಮ್ಮದೇವಿ ಉತ್ಸವ (773, 1676, 1108, 1716)
article-headline: ಪ್ರಾಮಾಣಿಕ ಕಾರ್ಯ ನಿರ್ವಹಣೆ: ಹೇಮಂತ್ (411, 85, 573, 128)
commodity-name: ಸೌತೆಕಾಯಿ (1216, 958, 1311, 977)
commodity-price: 1000-1800 (1311, 842, 1437, 861)
article-body: ಶ್ರೀನಿವಾಸಪುರ ಆ.೨೮: ಶ್ರೀಕೃಷ್ಣ ಮಹಾಸಮಿತಿಯ ಆಶ್ರಯದಲ್ಲಿ ಶ್ರೀಕೃಷ್ಣ ಜಯಂತಿಯನ್ನು ವಿಜೃಂಭಣೆಯಿಂದ ಆಚರಿಸಲಾಯಿತು. ಈ ಸಂದರ್ಭದಲ್ಲಿ ಶ್ರೀಕೃಷ್ಣನ ವೇಷಧಾರಿ ಮಕ್ಕಳು ಗಮನ ಸೆಳೆದರು. ಜಿಲ್ಲಾ ಪಂಚಾಯಿತಿ ಮಾಜಿ ಸದಸ್ಯ ವೆಂಕಟೇಶ್, ತಾಲ್ಲೂಕು ಯಾದವ ಸಂಘದ ಅಧ್ಯಕ್ಷ ನಾರಾಯಣಸ್ವಾಮಿ, ಮುಖಂಡರಾದ ಶ್ರೀನಿವಾಸ್, ರಾಮಚಂದ್ರ, ಗೋಪಾಲ್ ಹಾಜರಿದ್ದರು. (581, 122, 773, 273)
brief-caption: ಟೇಕಲ್ ಸಮೀಪದ ಬಂಡಿಕೊಪ್ಪ ಗ್ರಾಮ ಪಂಚಾಯಿತಿಯ ಕಾಂಗ್ರೆಸ್ ಕಾರ್ಯಕರ್ತರು ಬೆಂಗಳೂರಿನ ಸಮಿತಿ ಸದಸ್ಯರನ್ನು ಸಹ ಭೇಟಿಯಾಗಿ ಅಭಿನಂದಿಸಿದರು. ಮುಖಂಡರಾದ ನಾರಾಯಣಸ್ವಾಮಿ, ನಾಗರಾಜ್, ತಿಮ್ಮರಾಯಪ್ಪ ಉಪಸ್ಥಿತರಿದ್ದರು. (1114, 1415, 1439, 1464)
commodity-price: 1500-3500 (1311, 977, 1437, 996)
price-row (1216, 1074, 1437, 1093)
brief-photo (1114, 1692, 1439, 1848)
commodity-price: 400- 800 (1311, 823, 1437, 842)
price-row (1216, 881, 1437, 900)
issue-day: ಗುರುವಾರ (1282, 50, 1328, 66)
market-subtitle: ಮಾರುಕಟ್ಟೆ ಧಾರಣೆ (1216, 756, 1437, 788)
tv-show-info: ಆನಂತ್, ಲಕ್ಷ್ಮೀ ಇಂದು ರಾತ್ರಿ ೧೦ ಘಂಟೆಗೆ (251, 1065, 382, 1097)
daily-drop-poem (79, 314, 400, 401)
article-body: ಚಿಕ್ಕಬಳ್ಳಾಪುರ ಆ.೨೮: ಶ್ರೀಕ್ಷೇತ್ರ ಧರ್ಮಸ್ಥಳ ಗ್ರಾಮಾಭಿವೃದ್ಧಿ ಯೋಜನೆಯ ಸುಜ್ಞಾನನಿಧಿ ಶಿಷ್ಯವೇತನ ಕಾರ್ಯಕ್ರಮದಲ್ಲಿ ವೃತ್ತಿಪರ ಶಿಕ್ಷಣ ಪಡೆಯುತ್ತಿರುವ ವಿದ್ಯಾರ್ಥಿಗಳಿಗೆ ಮಂಜೂರಾತಿ ಪತ್ರಗಳನ್ನು ವಿತರಿಸಲಾಯಿತು. ನಮ್ಮ ಕ್ಷೇತ್ರದ ಪೂಜ್ಯರು ಗ್ರಾಮೀಣ ಪ್ರದೇಶದ ಬಡ ಮಕ್ಕಳ ಶಿಕ್ಷಣಕ್ಕೆ ಆರ್ಥಿಕ ನೆರವು ನೀಡುತ್ತಿದ್ದಾರೆ. ವಿದ್ಯಾರ್ಥಿಗಳು ಇದರ ಸದುಪಯೋಗ ಪಡೆದುಕೊಂಡು ಉತ್ತಮ ವಿದ್ಯಾಭ್ಯಾಸ ಮಾಡಬೇಕು ಎಂದು ತಿಳಿಸಿದರು. ಕಾರ್ಯಕ್ರಮದಲ್ಲಿ ಜಿಲ್ಲಾ ನಿರ್ದೇಶಕರು, ಯೋಜನಾಧಿಕಾರಿಗಳು, ಸೇವಾಪ್ರತಿನಿಧಿಗಳು ಹಾಗೂ ಪೋಷಕರು ಉಪಸ್ಥಿತರಿದ್ದರು. (581, 996, 1207, 1061)
program-text: ಕೋಲಾರದ ಕೀಲು ಕೋಟೆಯ ಶ್ರೀ ಬಾಲಾಜಿ ಲೇಔಟ್ ನಲ್ಲಿರುವ ಶ್ರೀಕೃಷ್ಣ ದೇವಾಲಯದಲ್ಲಿ ಇಂದು ಬೆಳಿಗ್ಗೆ ಕೃಷ್ಣ ಜನ್ಮಾಷ್ಟಮಿ ಅಂಗವಾಗಿ ವಿಶೇಷ ಪೂಜೆ, ರಾತ್ರಿ ೮ ಘಂಟೆಗೆ ಭಜನೆ ಏರ್ಪಡಿಸಲಾಗಿದೆ. (85, 888, 226, 988)
price-row (1216, 803, 1437, 823)
market-arrival: ಆವಕ್ 26320 ಕ್ವಿಂಟಾಲ್ (1262, 1115, 1391, 1132)
akashavani-title: ಆಕಾಶವಾಣಿ (1216, 87, 1437, 120)
tv-show: ಜಾಂಬಿ ಕುಮಾರ್ (267, 918, 367, 939)
article-headline: ಕರ್ನಾಟಕ ರಾಜ್ಯ ಜೂನಿಯರ್, ಸೀನಿಯರ್ ಅಥ್ಲೆಟಿಕ್ಸ್ ಕ್ರೀಡಾಕೂಟಕ್ಕೆ ಆಯ್ಕೆ ಟ್ರಯಲ್ (983, 85, 1207, 127)
